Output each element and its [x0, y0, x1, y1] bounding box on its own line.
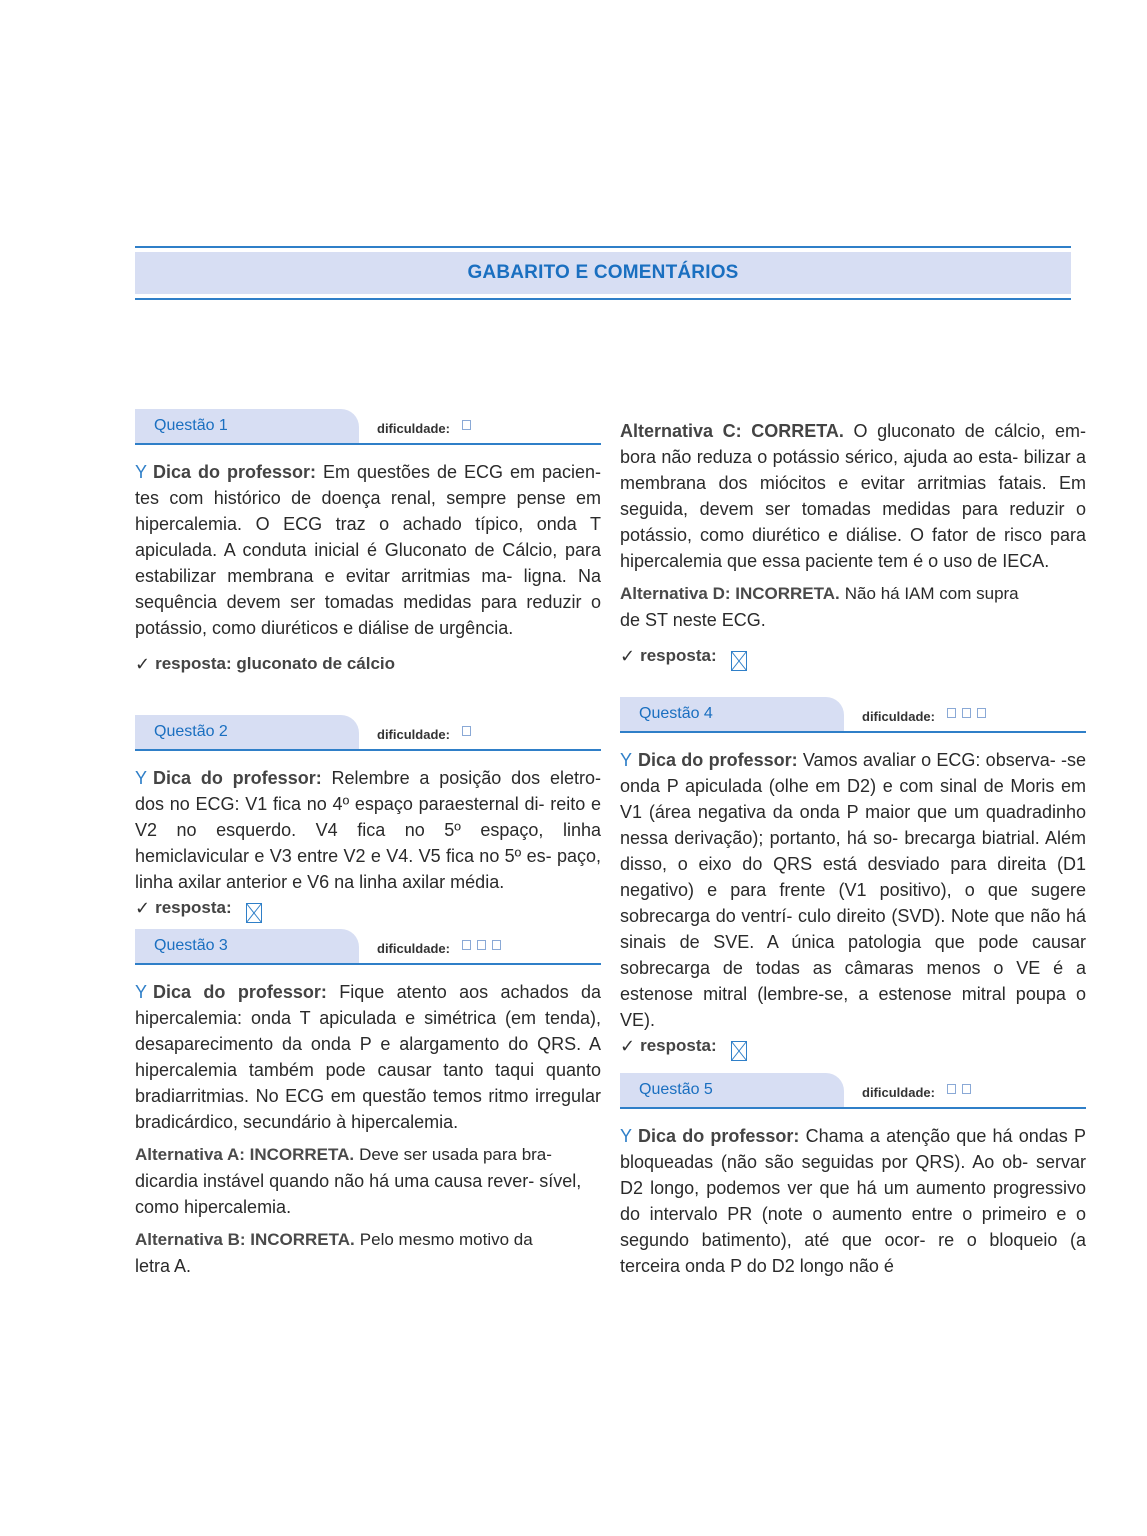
difficulty-boxes — [947, 708, 986, 718]
difficulty-box-icon — [947, 1084, 956, 1094]
difficulty-box-icon — [492, 940, 501, 950]
question-3-tab: Questão 3 — [135, 929, 359, 963]
alternative-a-text-1: Deve ser usada para bra- — [359, 1145, 552, 1164]
section-title: GABARITO E COMENTÁRIOS — [467, 262, 739, 283]
difficulty-box-icon — [477, 940, 486, 950]
difficulty-label: dificuldade: — [377, 941, 450, 956]
answer-label: resposta: — [155, 898, 232, 917]
right-column — [620, 418, 1086, 1279]
question-4-tip — [620, 747, 1086, 1033]
difficulty — [377, 941, 501, 956]
header-rule — [135, 749, 601, 751]
difficulty — [862, 1085, 971, 1100]
alternative-d-label: Alternativa D: INCORRETA. — [620, 584, 840, 603]
difficulty-box-icon — [947, 708, 956, 718]
alternative-b-text-2: letra A. — [135, 1256, 192, 1276]
alternative-b-label: Alternativa B: INCORRETA. — [135, 1230, 355, 1249]
check-icon: ✓ — [135, 653, 151, 674]
difficulty — [377, 421, 471, 436]
difficulty-box-icon — [962, 1084, 971, 1094]
difficulty-label: dificuldade: — [377, 421, 450, 436]
difficulty-box-icon — [462, 726, 471, 736]
difficulty-boxes — [462, 940, 501, 950]
tip-label: Dica do professor: — [153, 462, 316, 482]
difficulty-boxes — [947, 1084, 971, 1094]
difficulty — [377, 727, 471, 742]
alternative-d-text-2: de ST neste ECG. — [620, 610, 766, 630]
section-banner — [135, 246, 1071, 300]
alternative-d-text-1: Não há IAM com supra — [844, 584, 1019, 603]
alternative-a-text-2: dicardia instável quando não há uma causa rever- sível, como hipercalemia. — [135, 1171, 582, 1217]
question-5-tip — [620, 1123, 1086, 1279]
difficulty-box-icon — [462, 420, 471, 430]
answer-box-icon — [731, 1041, 747, 1061]
question-2-header — [135, 715, 601, 751]
question-4-header — [620, 697, 1086, 733]
question-5-tab: Questão 5 — [620, 1073, 844, 1107]
alternative-d — [620, 580, 1086, 633]
tip-text: Vamos avaliar o ECG: observa- -se onda P apiculada (olhe em D2) e com sinal de Moris em V1 (área negativa da onda P maior que um quadradinho nessa derivação); portanto, há so- brecarga biatrial. Além disso, o eixo do QRS está desviado para direita (D1 negativo) e para frente (V1 positivo), o que sugere sobrecarga do ventrí- culo direito (SVD). Note que não há sinais de SVE. A única patologia que pode causar sobrecarga de todas as câmaras menos o VE é a estenose mitral (lembre-se, a estenose mitral poupa o VE). — [620, 750, 1086, 1030]
tip-label: Dica do professor: — [153, 768, 322, 788]
difficulty-box-icon — [962, 708, 971, 718]
alternative-c-label: Alternativa C: CORRETA. — [620, 421, 844, 441]
tip-label: Dica do professor: — [638, 750, 798, 770]
alternative-a-label: Alternativa A: INCORRETA. — [135, 1145, 355, 1164]
difficulty-boxes — [462, 420, 471, 430]
header-rule — [135, 443, 601, 445]
question-2-tab: Questão 2 — [135, 715, 359, 749]
check-icon: ✓ — [620, 645, 636, 666]
alternative-c — [620, 418, 1086, 574]
question-5-header — [620, 1073, 1086, 1109]
question-1-tab: Questão 1 — [135, 409, 359, 443]
question-3-tip — [135, 979, 601, 1135]
question-1-tip — [135, 459, 601, 641]
tip-marker-icon: Y — [135, 768, 148, 788]
answer-text: resposta: gluconato de cálcio — [155, 654, 396, 673]
difficulty — [862, 709, 986, 724]
question-3-header — [135, 929, 601, 965]
tip-text: Chama a atenção que há ondas P bloqueadas (não são seguidas por QRS). Ao ob- servar D2 longo, podemos ver que há um aumento progressivo do intervalo PR (note o aumento entre o primeiro e o segundo batimento), até que ocor- re o bloqueio (a terceira onda P do D2 longo não é — [620, 1126, 1086, 1276]
alternative-b — [135, 1226, 601, 1279]
alternative-b-text-1: Pelo mesmo motivo da — [359, 1230, 533, 1249]
left-column — [135, 409, 601, 1279]
tip-marker-icon: Y — [620, 750, 633, 770]
question-2-tip — [135, 765, 601, 895]
question-1-answer — [135, 651, 601, 677]
tip-text: Relembre a posição dos eletro- dos no ECG: V1 fica no 4º espaço paraesternal di- reito e V2 no esquerdo. V4 fica no 5º espaço, linha hemiclavicular e V3 entre V2 e V4. V5 fica no 5º es- paço, linha axilar anterior e V6 na linha axilar média. — [135, 768, 601, 892]
answer-box-icon — [246, 903, 262, 923]
question-3-answer — [620, 643, 1086, 669]
question-4-tab: Questão 4 — [620, 697, 844, 731]
difficulty-boxes — [462, 726, 471, 736]
answer-label: resposta: — [640, 646, 717, 665]
tip-label: Dica do professor: — [153, 982, 327, 1002]
answer-label: resposta: — [640, 1036, 717, 1055]
answer-box-icon — [731, 651, 747, 671]
check-icon: ✓ — [620, 1035, 636, 1056]
tip-label: Dica do professor: — [638, 1126, 800, 1146]
header-rule — [620, 731, 1086, 733]
tip-marker-icon: Y — [135, 462, 148, 482]
tip-marker-icon: Y — [620, 1126, 633, 1146]
difficulty-label: dificuldade: — [862, 1085, 935, 1100]
alternative-a — [135, 1141, 601, 1220]
tip-marker-icon: Y — [135, 982, 148, 1002]
question-1-header — [135, 409, 601, 445]
header-rule — [620, 1107, 1086, 1109]
difficulty-label: dificuldade: — [862, 709, 935, 724]
difficulty-box-icon — [977, 708, 986, 718]
tip-text: Em questões de ECG em pacien- tes com histórico de doença renal, sempre pense em hipercalemia. O ECG traz o achado típico, onda T apiculada. A conduta inicial é Gluconato de Cálcio, para estabilizar membrana e evitar arritmias ma- ligna. Na sequência devem ser tomadas medidas para reduzir o potássio, como diuréticos e diálise de urgência. — [135, 462, 601, 638]
header-rule — [135, 963, 601, 965]
tip-text: Fique atento aos achados da hipercalemia: onda T apiculada e simétrica (em tenda), desaparecimento da onda P e alargamento do QRS. A hipercalemia também pode causar tanto taqui quanto bradiarritmias. No ECG em questão temos ritmo irregular bradicárdico, secundário à hipercalemia. — [135, 982, 602, 1132]
question-2-answer — [135, 895, 601, 921]
question-4-answer — [620, 1033, 1086, 1059]
alternative-c-text: O gluconato de cálcio, em- bora não reduza o potássio sérico, ajuda ao esta- bilizar a membrana dos miócitos e evitar arritmias fatais. Em seguida, devem ser tomadas medidas para reduzir o potássio, como diurético e diálise. O fator de risco para hipercalemia que essa paciente tem é o uso de IECA. — [620, 421, 1086, 571]
difficulty-label: dificuldade: — [377, 727, 450, 742]
check-icon: ✓ — [135, 897, 151, 918]
difficulty-box-icon — [462, 940, 471, 950]
